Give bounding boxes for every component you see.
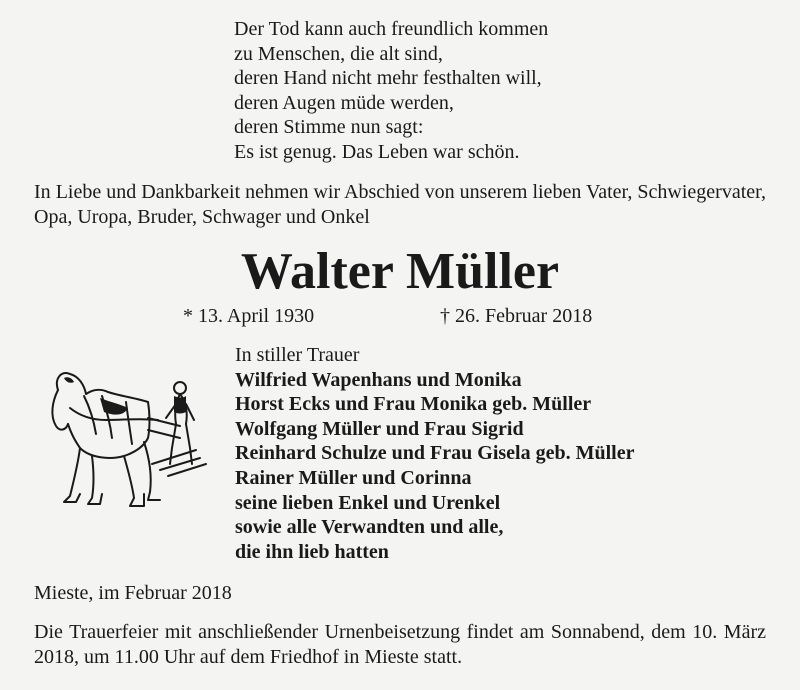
mourning-lead: In stiller Trauer bbox=[235, 344, 360, 366]
mourners-list bbox=[235, 343, 634, 564]
mourner-line: Rainer Müller und Corinna bbox=[235, 466, 472, 489]
poem-line: deren Hand nicht mehr festhalten will, bbox=[234, 67, 542, 89]
horse-plough-illustration bbox=[40, 368, 210, 516]
deceased-name: Walter Müller bbox=[240, 243, 560, 300]
mourner-line: die ihn lieb hatten bbox=[235, 540, 389, 563]
mourner-line: Horst Ecks und Frau Monika geb. Müller bbox=[235, 393, 592, 416]
mourner-line: sowie alle Verwandten und alle, bbox=[235, 516, 504, 539]
poem-line: Der Tod kann auch freundlich kommen bbox=[234, 18, 549, 40]
death-date: † 26. Februar 2018 bbox=[440, 305, 593, 327]
mourner-line: Wilfried Wapenhans und Monika bbox=[235, 368, 522, 391]
poem-line: zu Menschen, die alt sind, bbox=[234, 42, 443, 65]
place-date: Mieste, im Februar 2018 bbox=[34, 582, 232, 604]
poem bbox=[234, 17, 548, 164]
poem-line: Es ist genug. Das Leben war schön. bbox=[234, 140, 520, 163]
funeral-details: Die Trauerfeier mit anschließender Urnenbeisetzung findet am Sonnabend, dem 10. März 2018, um 11.00 Uhr auf dem Friedhof in Mieste statt. bbox=[34, 621, 766, 668]
mourner-line: Wolfgang Müller und Frau Sigrid bbox=[235, 417, 524, 440]
farewell-intro: In Liebe und Dankbarkeit nehmen wir Abschied von unserem lieben Vater, Schwiegervater, Opa, Uropa, Bruder, Schwager und Onkel bbox=[34, 181, 766, 228]
poem-line: deren Augen müde werden, bbox=[234, 91, 454, 114]
poem-line: deren Stimme nun sagt: bbox=[234, 116, 424, 138]
mourner-line: seine lieben Enkel und Urenkel bbox=[235, 491, 501, 514]
mourner-line: Reinhard Schulze und Frau Gisela geb. Müller bbox=[235, 442, 635, 465]
birth-date: * 13. April 1930 bbox=[183, 305, 315, 327]
